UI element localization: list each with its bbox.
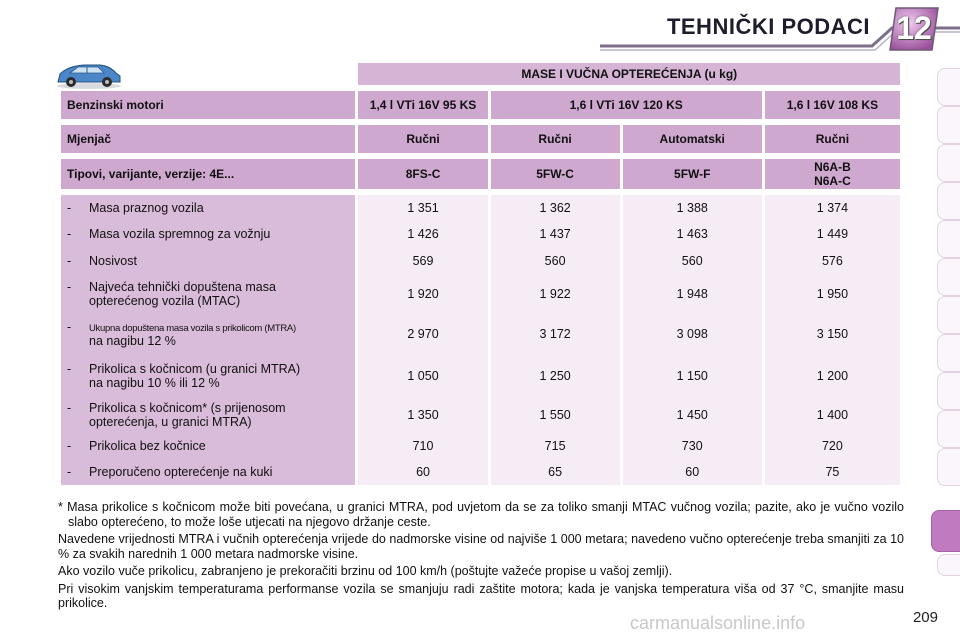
chapter-title: TEHNIČKI PODACI	[666, 14, 870, 39]
row-dash: -	[67, 254, 72, 268]
footnote: * Masa prikolice s kočnicom može biti povećana, u granici MTRA, pod uvjetom da se za toliko smanji MTAC vučnog vozila; pazite, ako je vučno vozilo slabo opterećeno, to može loše utjecati na njegovo držanje ceste.	[58, 500, 904, 529]
row-value: 1 463	[623, 221, 762, 247]
row-value: 1 351	[358, 195, 487, 221]
watermark: carmanualsonline.info	[630, 613, 806, 633]
thumb-tab[interactable]	[937, 410, 960, 448]
row-value: 3 098	[623, 313, 762, 355]
row-value: 576	[765, 247, 900, 275]
notes-section	[58, 500, 904, 614]
row-label	[61, 275, 355, 313]
note-paragraph: Navedene vrijednosti MTRA i vučnih opterećenja vrijede do nadmorske visine od najviše 1 000 metara; navedeno vučno opterećenje treba smanjiti za 10 % za svakih narednih 1 000 metara nadmorske visine.	[58, 532, 904, 561]
row-value: 1 150	[623, 355, 762, 397]
row-label	[61, 355, 355, 397]
row-dash: -	[67, 280, 72, 294]
chapter-number: 12	[896, 10, 932, 46]
mass-spec-table	[58, 63, 903, 485]
type-header: 8FS-C	[358, 159, 487, 189]
gearbox-header: Ručni	[765, 125, 900, 153]
row-value: 1 362	[491, 195, 620, 221]
row-value: 560	[623, 247, 762, 275]
thumb-tab[interactable]	[937, 106, 960, 144]
row-value: 2 970	[358, 313, 487, 355]
thumb-tab[interactable]	[937, 68, 960, 106]
row-label	[61, 397, 355, 433]
thumb-tab[interactable]	[937, 220, 960, 258]
type-header: 5FW-C	[491, 159, 620, 189]
row-label-text: Prikolica bez kočnice	[89, 439, 206, 453]
row-value: 1 050	[358, 355, 487, 397]
row-label	[61, 221, 355, 247]
thumb-tab-active[interactable]	[931, 510, 960, 552]
row-value: 1 200	[765, 355, 900, 397]
row-value: 1 350	[358, 397, 487, 433]
thumb-tab[interactable]	[937, 372, 960, 410]
thumb-tab[interactable]	[937, 554, 960, 576]
row-dash: -	[67, 227, 72, 241]
types-row-label: Tipovi, varijante, verzije: 4E...	[61, 159, 355, 189]
row-dash: -	[67, 362, 72, 376]
row-label-text: Prikolica s kočnicom (u granici MTRA)	[89, 362, 301, 376]
row-value: 730	[623, 433, 762, 459]
row-value: 1 450	[623, 397, 762, 433]
thumb-tab[interactable]	[937, 182, 960, 220]
table-row	[61, 275, 900, 313]
row-value: 710	[358, 433, 487, 459]
row-label-text: Masa praznog vozila	[89, 201, 204, 215]
row-label	[61, 195, 355, 221]
thumb-tab[interactable]	[937, 144, 960, 182]
gearbox-row-label: Mjenjač	[61, 125, 355, 153]
row-value: 1 388	[623, 195, 762, 221]
type-header-multi	[765, 159, 900, 189]
thumb-tab[interactable]	[937, 334, 960, 372]
row-value: 65	[491, 459, 620, 485]
row-value: 1 920	[358, 275, 487, 313]
row-value: 1 426	[358, 221, 487, 247]
thumb-tab[interactable]	[937, 448, 960, 486]
car-icon	[54, 60, 124, 90]
engine-header: 1,4 l VTi 16V 95 KS	[358, 91, 487, 119]
row-label-text: Preporučeno opterećenje na kuki	[89, 465, 273, 479]
row-label	[61, 459, 355, 485]
row-value: 1 950	[765, 275, 900, 313]
row-value: 720	[765, 433, 900, 459]
row-value: 60	[358, 459, 487, 485]
row-value: 715	[491, 433, 620, 459]
row-dash: -	[67, 465, 72, 479]
table-row	[61, 433, 900, 459]
row-value: 1 400	[765, 397, 900, 433]
table-row	[61, 459, 900, 485]
row-value: 1 449	[765, 221, 900, 247]
row-value: 75	[765, 459, 900, 485]
engine-header: 1,6 l 16V 108 KS	[765, 91, 900, 119]
row-dash: -	[67, 201, 72, 215]
thumb-tab[interactable]	[937, 296, 960, 334]
row-label-text-line2: na nagibu 10 % ili 12 %	[89, 376, 220, 390]
row-dash: -	[67, 320, 72, 334]
row-label-text: Ukupna dopuštena masa vozila s prikolicom (MTRA)	[89, 323, 296, 334]
row-label	[61, 313, 355, 355]
row-label-text: Najveća tehnički dopuštena masa	[89, 280, 276, 294]
row-label	[61, 247, 355, 275]
row-label-text: Masa vozila spremnog za vožnju	[89, 227, 271, 241]
table-row	[61, 195, 900, 221]
row-value: 1 374	[765, 195, 900, 221]
row-value: 1 922	[491, 275, 620, 313]
row-value: 1 437	[491, 221, 620, 247]
row-label-text-line2: opterećenog vozila (MTAC)	[89, 294, 241, 308]
row-label-text: Prikolica s kočnicom* (s prijenosom	[89, 401, 286, 415]
row-label-text-line2: na nagibu 12 %	[89, 334, 176, 348]
engine-header: 1,6 l VTi 16V 120 KS	[491, 91, 762, 119]
row-value: 1 948	[623, 275, 762, 313]
gearbox-header: Automatski	[623, 125, 762, 153]
side-thumb-tabs	[932, 68, 960, 578]
row-label-text-line2: opterećenja, u granici MTRA)	[89, 415, 252, 429]
spec-data-rows	[61, 195, 900, 485]
table-row	[61, 221, 900, 247]
row-value: 1 550	[491, 397, 620, 433]
note-paragraph: Ako vozilo vuče prikolicu, zabranjeno je prekoračiti brzinu od 100 km/h (poštujte važeće propise u vašoj zemlji).	[58, 564, 673, 578]
type-header-line: N6A-C	[814, 174, 851, 188]
row-value: 560	[491, 247, 620, 275]
gearbox-header: Ručni	[358, 125, 487, 153]
engine-row-label: Benzinski motori	[61, 91, 355, 119]
row-value: 569	[358, 247, 487, 275]
type-header: 5FW-F	[623, 159, 762, 189]
row-value: 1 250	[491, 355, 620, 397]
table-row	[61, 355, 900, 397]
thumb-tab[interactable]	[937, 258, 960, 296]
table-row	[61, 313, 900, 355]
table-title: MASE I VUČNA OPTEREĆENJA (u kg)	[358, 63, 900, 85]
type-header-line: N6A-B	[814, 160, 851, 174]
row-label-text: Nosivost	[89, 254, 137, 268]
row-value: 3 172	[491, 313, 620, 355]
row-dash: -	[67, 401, 72, 415]
gearbox-header: Ručni	[491, 125, 620, 153]
table-row	[61, 397, 900, 433]
table-row	[61, 247, 900, 275]
row-label	[61, 433, 355, 459]
note-paragraph: Pri visokim vanjskim temperaturama performanse vozila se smanjuju radi zaštite motora; kada je vanjska temperatura viša od 37 °C, smanjite masu prikolice.	[58, 581, 904, 610]
row-value: 3 150	[765, 313, 900, 355]
row-dash: -	[67, 439, 72, 453]
row-value: 60	[623, 459, 762, 485]
page-number: 209	[912, 609, 938, 626]
